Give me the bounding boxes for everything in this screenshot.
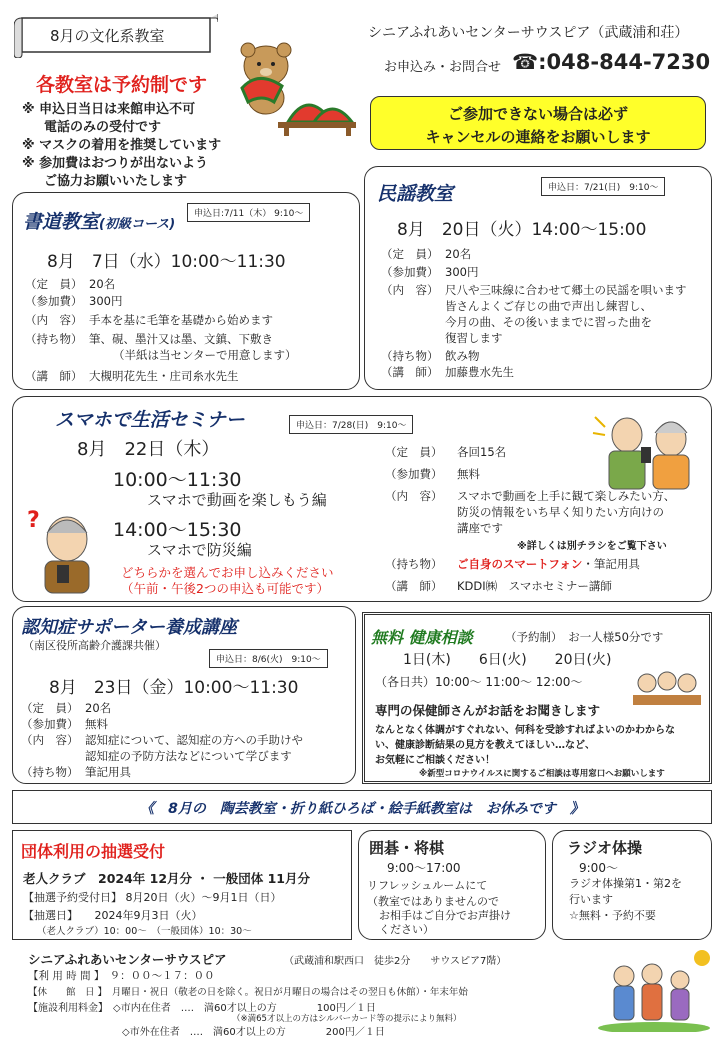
cancel-notice	[370, 96, 706, 150]
cancel-line-2: キャンセルの連絡をお願いします	[425, 128, 651, 146]
smaho-date: 8月 22日（木）	[77, 439, 220, 460]
smaho-row: （定 員） 各回15名	[385, 445, 507, 459]
minyo-row: （参加費） 300円	[381, 265, 479, 279]
kenko-title: 無料 健康相談	[371, 628, 473, 647]
svg-text:?: ?	[27, 508, 40, 533]
minyo-row: 今月の曲、その後いままでに習った曲を	[445, 315, 652, 329]
smaho-teacher: （講 師） KDDI㈱ スマホセミナー講師	[385, 579, 612, 593]
lottery-line-4: （老人クラブ）10：00～ （一般団体）10：30～	[37, 926, 252, 937]
note-2: 電話のみの受付です	[44, 120, 162, 135]
smaho-topic-2: スマホで防災編	[147, 541, 252, 559]
go-section	[358, 830, 546, 940]
kenko-times: （各日共）10:00～ 11:00～ 12:00～	[375, 675, 583, 689]
smaho-row: 防災の情報をいち早く知りたい方向けの	[457, 505, 664, 519]
seniors-smartphone-illustration	[589, 407, 703, 494]
footer-fee-2: ◇市外在住者 ‥‥ 満60才以上の方 200円／１日	[122, 1027, 385, 1038]
shodo-section	[12, 192, 360, 390]
radio-title: ラジオ体操	[567, 839, 643, 857]
note-5: ご協力お願いいたします	[44, 174, 188, 189]
reserve-heading: 各教室は予約制です	[36, 74, 208, 96]
phone-number[interactable]: ☎:048-844-7230	[512, 50, 711, 74]
ninchi-row: （定 員） 20名	[21, 701, 112, 715]
smaho-time-1: 10:00～11:30	[113, 469, 242, 491]
ninchi-row: （内 容） 認知症について、認知症の方への手助けや	[21, 733, 304, 747]
kenko-body-2: い、健康診断結果の見方を教えてほしい…など、	[375, 740, 595, 751]
radio-line-1: ラジオ体操第1・第2を	[569, 877, 682, 890]
minyo-datetime: 8月 20日（火）14:00～15:00	[397, 220, 647, 240]
shodo-row: （持ち物） 筆、硯、墨汁又は墨、文鎮、下敷き	[25, 332, 273, 346]
footer-fee-note: （※満65才以上の方はシルバーカード等の提示により無料）	[232, 1014, 462, 1024]
shodo-datetime: 8月 7日（水）10:00～11:30	[47, 252, 286, 272]
go-time: 9:00～17:00	[387, 861, 461, 875]
radio-section	[552, 830, 712, 940]
smaho-apply-date: 申込日：7/28(日) 9:10～	[289, 415, 413, 434]
note-3: ※ マスクの着用を推奨しています	[22, 138, 222, 153]
lottery-section	[12, 830, 352, 940]
footer-holiday: 【休 館 日 】 月曜日・祝日（敬老の日を除く。祝日が月曜日の場合はその翌日も休館）・年末年始	[28, 987, 468, 998]
smaho-flyer-note: ※詳しくは別チラシをご覧下さい	[517, 541, 667, 552]
go-line-3: お相手はご自分でお声掛け	[379, 909, 511, 922]
shodo-row: （講 師） 大槻明花先生・庄司糸水先生	[25, 369, 239, 383]
kenko-dates: 1日(木) 6日(火) 20日(火)	[403, 652, 612, 668]
question-man-illustration	[23, 503, 95, 598]
shodo-title: 書道教室(初級コース)	[23, 211, 176, 233]
note-1: ※ 申込日当日は来館申込不可	[22, 102, 196, 117]
smaho-row: （内 容） スマホで動画を上手に観て楽しみたい方、	[385, 489, 676, 503]
go-line-2: （教室ではありませんので	[367, 895, 499, 908]
go-title: 囲碁・将棋	[369, 839, 445, 857]
ninchi-row: （参加費） 無料	[21, 717, 108, 731]
minyo-row: 復習します	[445, 331, 503, 345]
kenko-covid-note: ※新型コロナウイルスに関するご相談は専用窓口へお願いします	[419, 769, 665, 779]
shodo-row: （半紙は当センターで用意します）	[113, 348, 297, 362]
smaho-row: （参加費） 無料	[385, 467, 480, 481]
smaho-row: 講座です	[457, 521, 503, 535]
minyo-row: （持ち物） 飲み物	[381, 349, 480, 363]
title-scroll	[14, 14, 218, 58]
closed-notice-text: 《 8月の 陶芸教室・折り紙ひろば・絵手紙教室は お休みです 》	[140, 801, 584, 817]
ninchi-row: 認知症の予防方法などについて学びます	[85, 749, 292, 763]
ninchi-sub: （南区役所高齢介護課共催）	[23, 639, 166, 652]
lottery-title: 団体利用の抽選受付	[21, 842, 166, 861]
minyo-title: 民謡教室	[377, 183, 454, 205]
health-consult-illustration	[631, 667, 703, 714]
smaho-choose-1: どちらかを選んでお申し込みください	[121, 565, 334, 580]
ninchi-datetime: 8月 23日（金）10:00～11:30	[49, 678, 299, 698]
go-line-4: ください）	[379, 923, 434, 936]
lottery-line-2: 【抽選予約受付日】 8月20日（火）～9月1日（日）	[23, 891, 282, 904]
kenko-lead: 専門の保健師さんがお話をお聞きします	[375, 703, 601, 718]
lottery-line-3: 【抽選日】 2024年9月3日（火）	[23, 909, 203, 922]
minyo-row: （定 員） 20名	[381, 247, 472, 261]
ninchi-apply-date: 申込日：8/6(火) 9:10～	[209, 649, 328, 668]
footer-fee-1: 【施設利用料金】 ◇市内在住者 ‥‥ 満60才以上の方 100円／１日	[28, 1003, 376, 1014]
closed-notice-bar	[12, 790, 712, 824]
smaho-section	[12, 396, 712, 602]
kenko-body-1: なんとなく体調がすぐれない、何科を受診すればよいのかわからな	[375, 725, 675, 736]
footer-name: シニアふれあいセンターサウスピア	[28, 952, 227, 967]
footer-hours: 【利 用 時 間 】 ９：００～１７：００	[28, 970, 215, 982]
radio-line-2: 行います	[569, 893, 613, 906]
ninchi-row: （持ち物） 筆記用具	[21, 765, 131, 779]
minyo-row: （内 容） 尺八や三味線に合わせて郷土の民謡を唄います	[381, 283, 687, 297]
radio-line-3: ☆無料・予約不要	[569, 909, 656, 922]
footer-access: （武蔵浦和駅西口 徒歩2分 サウスピア7階）	[284, 956, 507, 967]
shodo-row: （内 容） 手本を基に毛筆を基礎から始めます	[25, 313, 273, 327]
kenko-section	[362, 612, 712, 784]
smaho-topic-1: スマホで動画を楽しもう編	[147, 491, 327, 509]
ninchi-section	[12, 606, 356, 784]
shodo-apply-date: 申込日:7/11（木） 9:10～	[187, 203, 310, 222]
bear-watermelon-illustration	[228, 36, 358, 139]
smaho-title: スマホで生活セミナー	[55, 409, 245, 431]
go-line-1: リフレッシュルームにて	[367, 879, 488, 892]
org-name: シニアふれあいセンターサウスピア（武蔵浦和荘）	[368, 25, 689, 41]
shodo-row: （参加費） 300円	[25, 294, 123, 308]
lottery-line-1: 老人クラブ 2024年 12月分 ・ 一般団体 11月分	[23, 871, 310, 886]
family-illustration	[594, 946, 714, 1035]
kenko-reserve: （予約制） お一人様50分です	[505, 630, 664, 644]
minyo-section	[364, 166, 712, 390]
minyo-apply-date: 申込日：7/21(日) 9:10～	[541, 177, 665, 196]
radio-time: 9:00～	[579, 861, 618, 875]
note-4: ※ 参加費はおつりが出ないよう	[22, 156, 209, 171]
cancel-line-1: ご参加できない場合は必ず	[447, 105, 628, 123]
smaho-choose-2: （午前・午後2つの申込も可能です）	[121, 581, 329, 596]
ninchi-title: 認知症サポーター養成講座	[21, 617, 237, 638]
scroll-title: 8月の文化系教室	[50, 27, 165, 45]
minyo-row: 皆さんよくご存じの曲で声出し練習し、	[445, 299, 652, 313]
smaho-time-2: 14:00～15:30	[113, 519, 242, 541]
minyo-row: （講 師） 加藤豊水先生	[381, 365, 514, 379]
kenko-body-3: お気軽にご相談ください！	[375, 755, 495, 766]
smaho-belongings: （持ち物） ご自身のスマートフォン・筆記用具	[385, 557, 640, 571]
contact-label: お申込み・お問合せ	[384, 60, 502, 75]
shodo-row: （定 員） 20名	[25, 277, 116, 291]
